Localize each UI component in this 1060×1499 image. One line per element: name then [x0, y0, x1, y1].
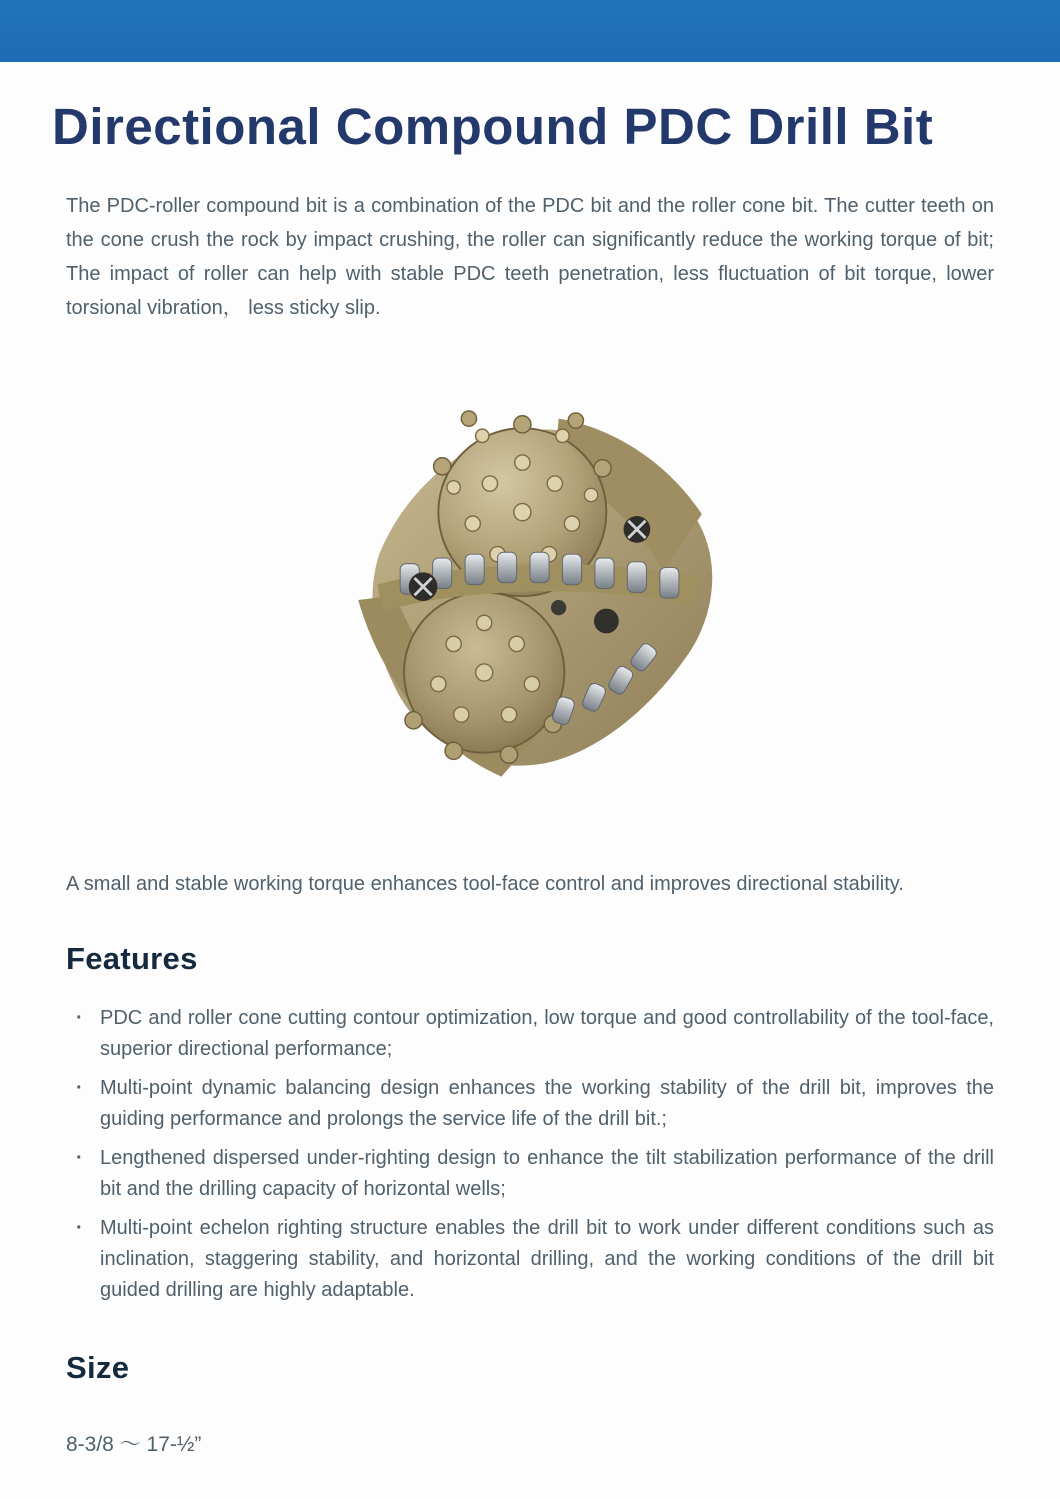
feature-item: · Multi-point echelon righting structure enables the drill bit to work under different conditions such as inclination, staggering stability, and horizontal drilling, and the working conditions of the drill bit guided drilling are highly adaptable.: [66, 1213, 994, 1306]
body-column: [66, 189, 994, 1458]
size-value: 8-3/8 ～ 17-½”: [66, 1432, 202, 1456]
product-image-container: [66, 369, 994, 831]
size-heading: Size: [66, 1349, 130, 1385]
top-blue-bar: [0, 0, 1060, 62]
drill-bit-image: [320, 375, 740, 825]
torque-paragraph: A small and stable working torque enhances tool-face control and improves directional stability.: [66, 872, 904, 895]
features-heading: Features: [66, 940, 198, 976]
feature-item: · Multi-point dynamic balancing design enhances the working stability of the drill bit, improves the guiding performance and prolongs the service life of the drill bit.;: [66, 1073, 994, 1135]
intro-paragraph: The PDC-roller compound bit is a combination of the PDC bit and the roller cone bit. The cutter teeth on the cone crush the rock by impact crushing, the roller can significantly reduce the working torque of bit; The impact of roller can help with stable PDC teeth penetration, less fluctuation of bit torque, lower torsional vibration， less sticky slip.: [66, 194, 994, 319]
features-list: [66, 1003, 994, 1306]
feature-item: · PDC and roller cone cutting contour optimization, low torque and good controllability of the tool-face, superior directional performance;: [66, 1003, 994, 1065]
feature-item: · Lengthened dispersed under-righting design to enhance the tilt stabilization performance of the drill bit and the drilling capacity of horizontal wells;: [66, 1143, 994, 1205]
page-title: Directional Compound PDC Drill Bit: [52, 98, 934, 155]
